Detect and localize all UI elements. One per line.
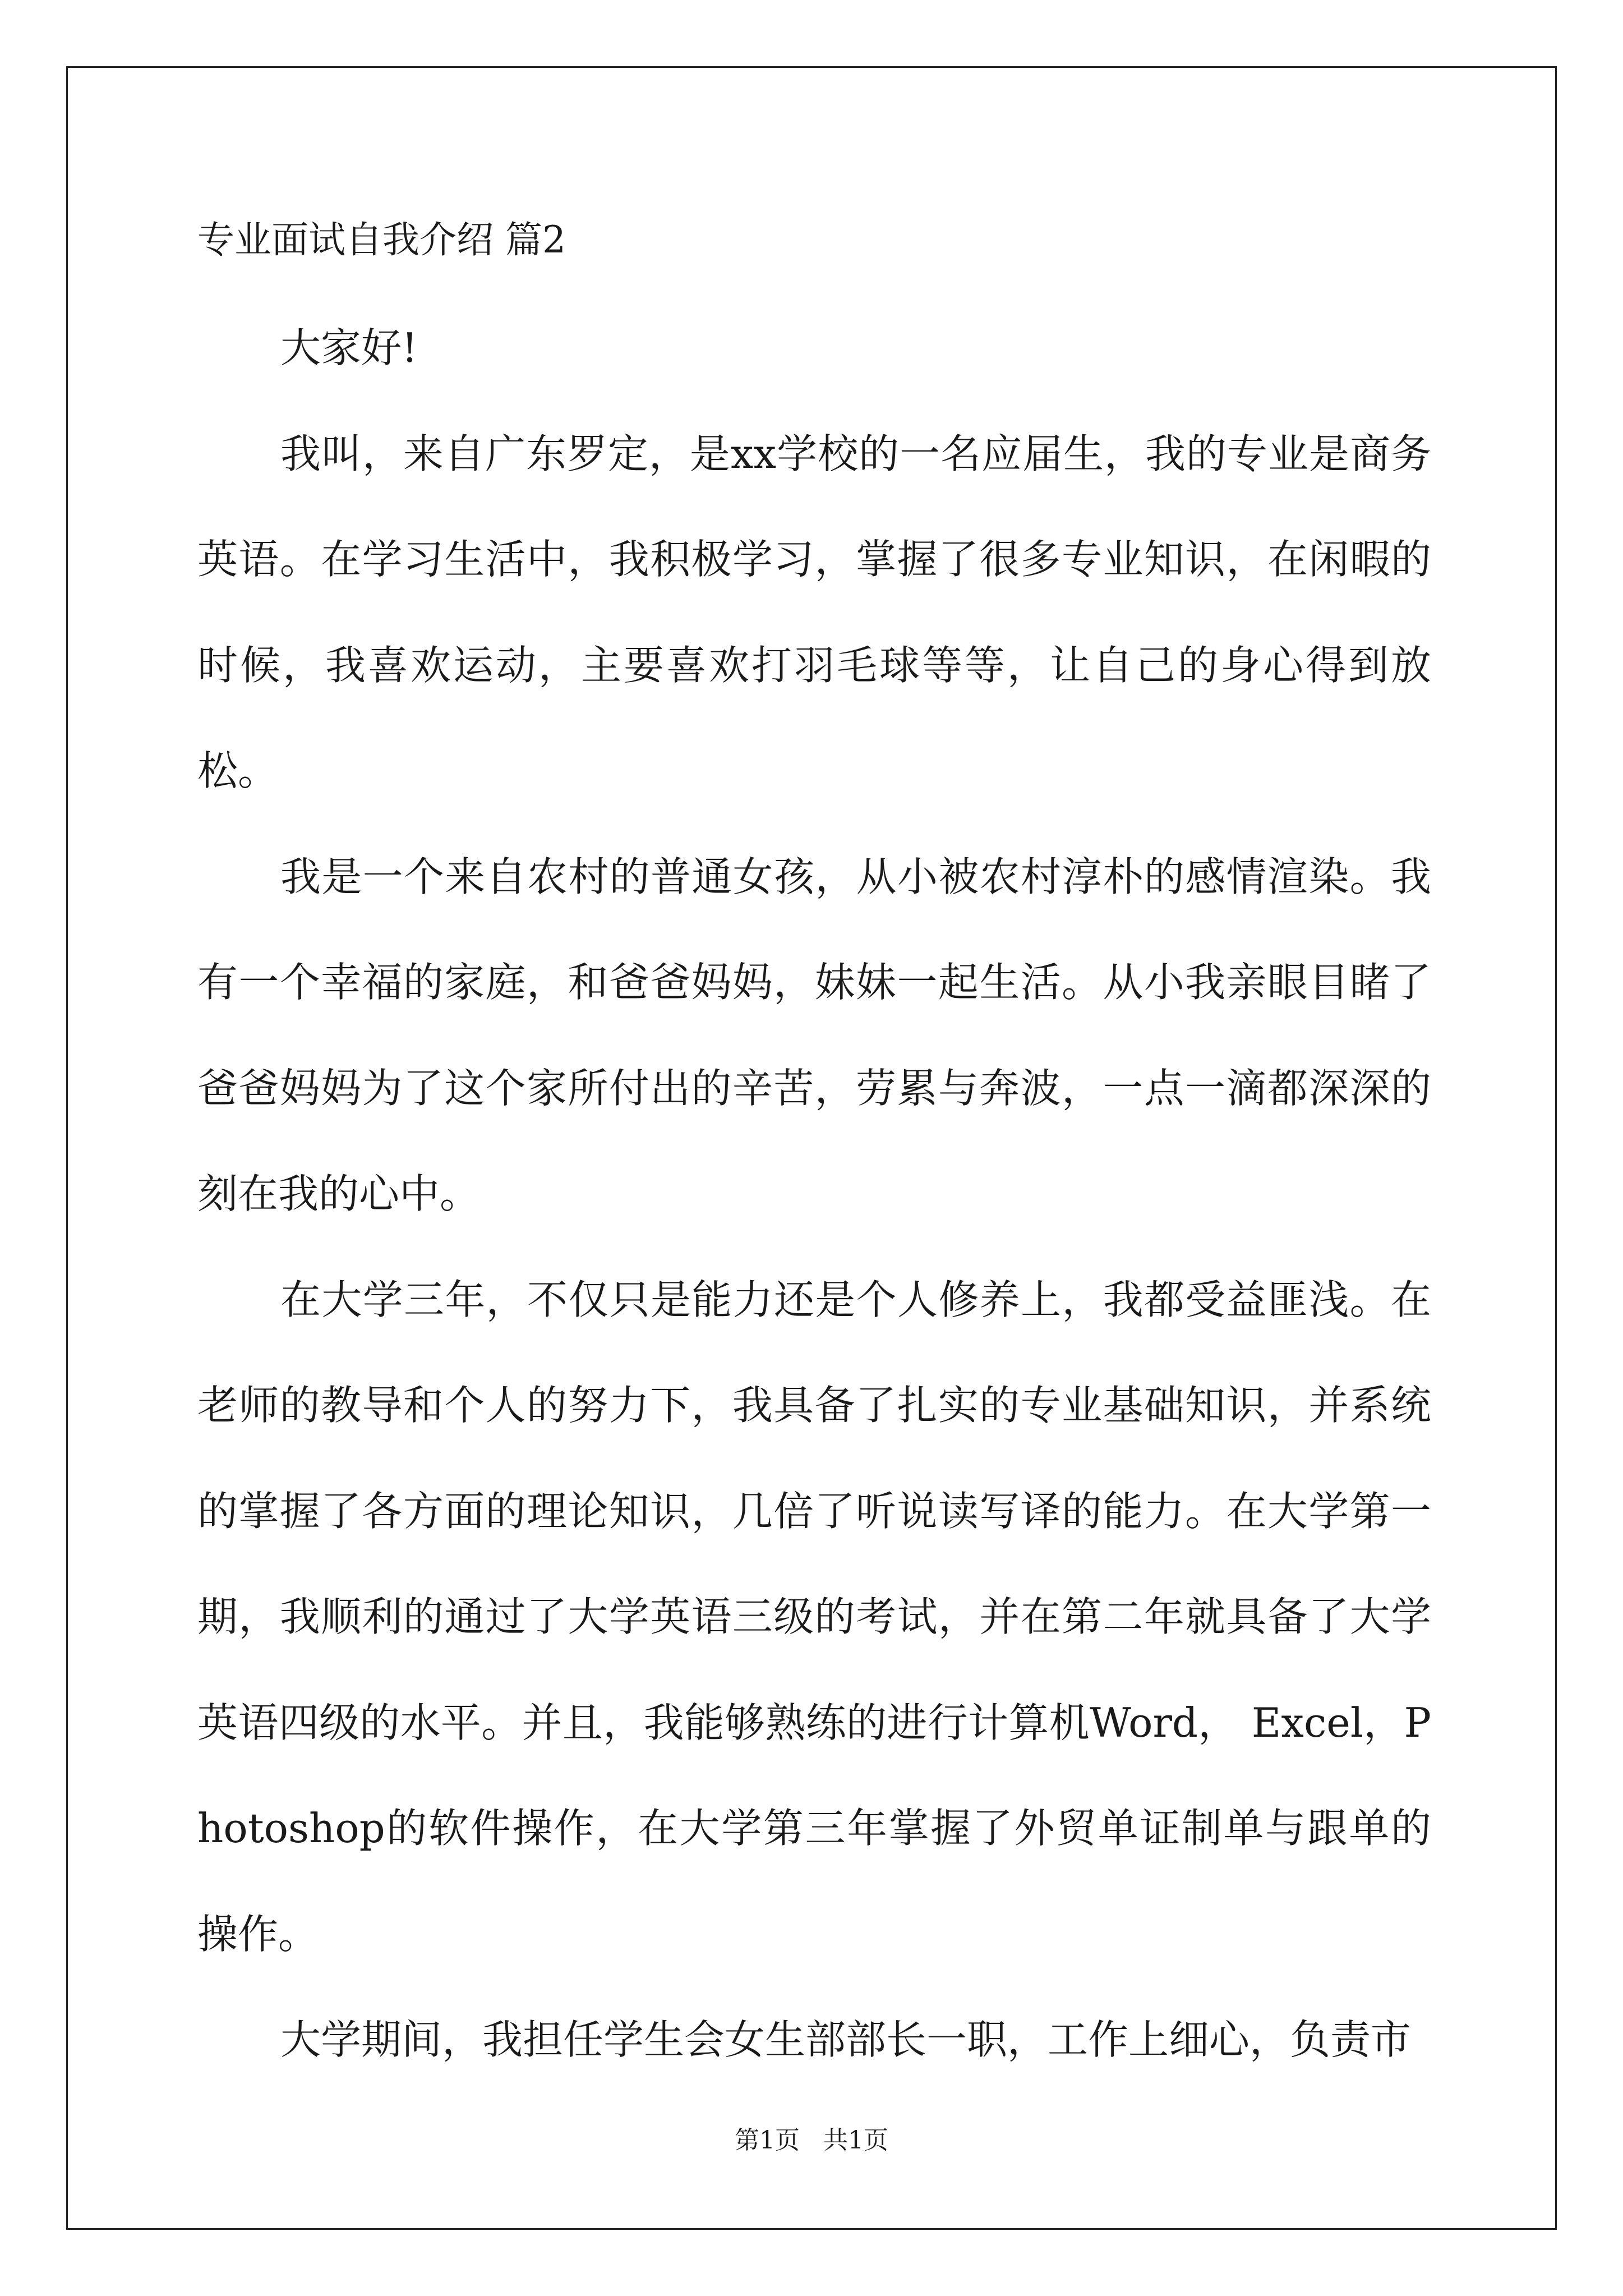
- paragraph-introduction: 我叫，来自广东罗定，是xx学校的一名应届生，我的专业是商务英语。在学习生活中，我积极学习，掌握了很多专业知识，在闲暇的时候，我喜欢运动，主要喜欢打羽毛球等等，让自己的身心得到放松。: [197, 430, 1431, 794]
- document-title: 专业面试自我介绍 篇2: [197, 218, 566, 261]
- paragraph-student-union: 大学期间，我担任学生会女生部部长一职，工作上细心，负责市: [280, 2016, 1412, 2063]
- paragraph-family: 我是一个来自农村的普通女孩，从小被农村淳朴的感情渲染。我有一个幸福的家庭，和爸爸妈妈，妹妹一起生活。从小我亲眼目睹了爸爸妈妈为了这个家所付出的辛苦，劳累与奔波，一点一滴都深深的刻在我的心中。: [197, 853, 1431, 1217]
- page-footer: 第1页 共1页: [735, 2126, 888, 2155]
- paragraph-university: 在大学三年，不仅只是能力还是个人修养上，我都受益匪浅。在老师的教导和个人的努力下，我具备了扎实的专业基础知识，并系统的掌握了各方面的理论知识，几倍了听说读写译的能力。在大学第一期，我顺利的通过了大学英语三级的考试，并在第二年就具备了大学英语四级的水平。并且，我能够熟练的进行计算机Word， Excel，Photoshop的软件操作，在大学第三年掌握了外贸单证制单与跟单的操作。: [197, 1276, 1431, 1958]
- paragraph-greeting: 大家好!: [280, 324, 418, 371]
- document-body: [197, 213, 1431, 2093]
